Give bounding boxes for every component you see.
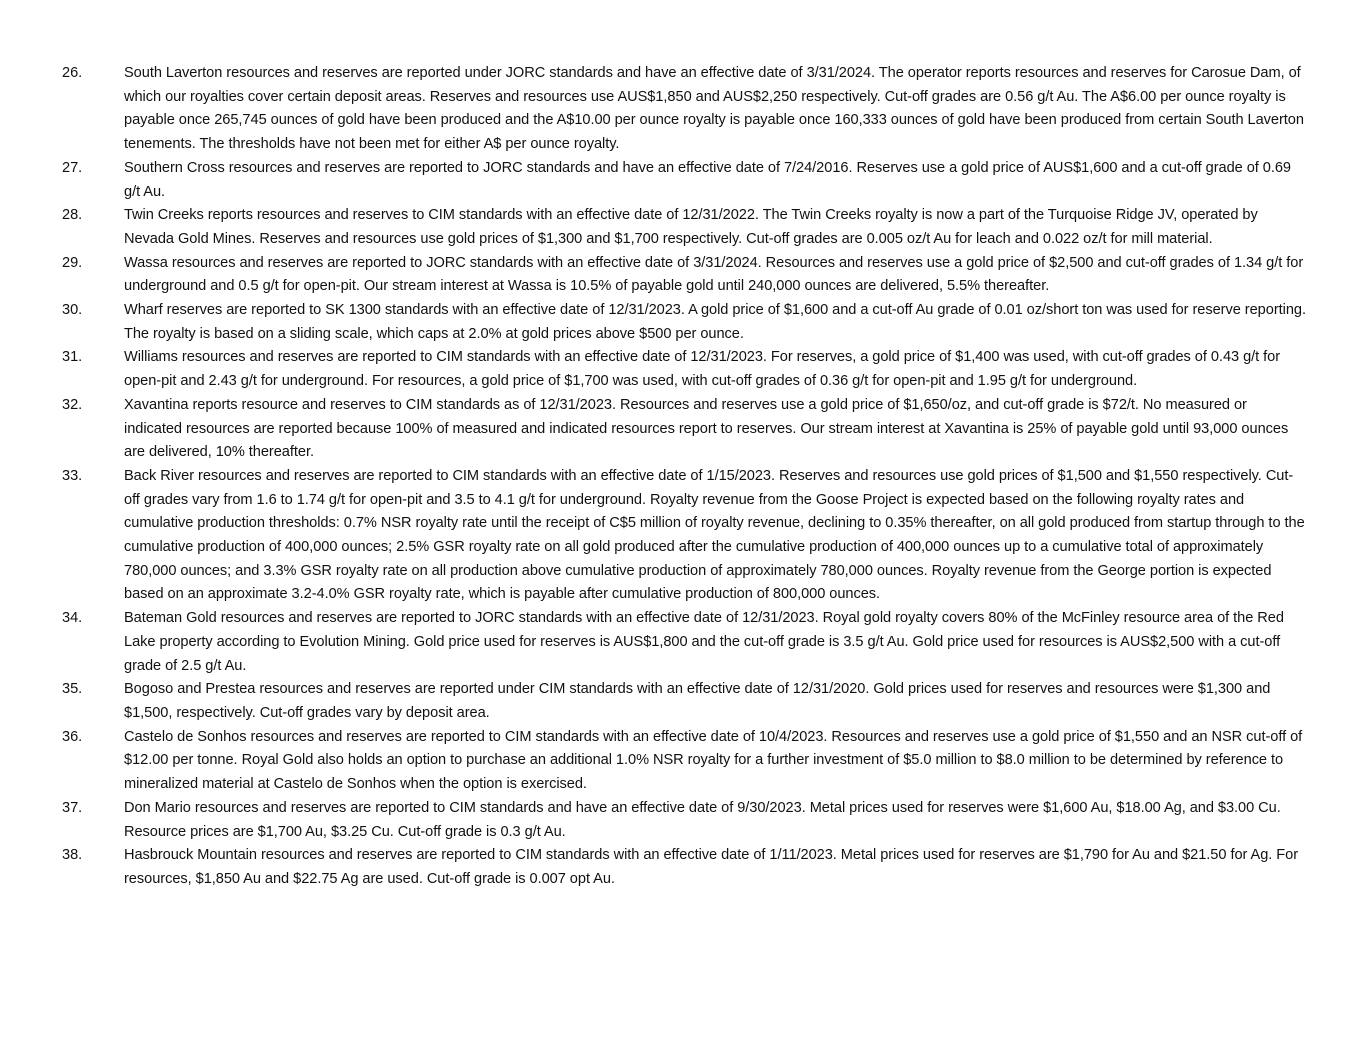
footnote-number: 35. [62, 681, 83, 698]
footnote-text: Xavantina reports resource and reserves to CIM standards as of 12/31/2023. Resources and reserves use a gold price of $1,650/oz, and cut-off grade is $72/t. No measured or indicated resources are reported because 100% of measured and indicated resources report to reserves. Our stream interest at Xavantina is 25% of payable gold until 93,000 ounces are delivered, 10% thereafter. [124, 396, 1289, 461]
footnote-text: Bogoso and Prestea resources and reserves are reported under CIM standards with an effective date of 12/31/2020. Gold prices used for reserves and resources were $1,300 and $1,500, respectively. Cut-off grades vary by deposit area. [124, 681, 1271, 721]
footnote-32 [62, 394, 1307, 465]
footnote-26 [62, 62, 1307, 157]
footnote-34 [62, 607, 1307, 678]
footnote-33 [62, 465, 1307, 607]
footnote-text: South Laverton resources and reserves are reported under JORC standards and have an effective date of 3/31/2024. The operator reports resources and reserves for Carosue Dam, of which our royalties cover certain deposit areas. Reserves and resources use AUS$1,850 and AUS$2,250 respectively. Cut-off grades are 0.56 g/t Au. The A$6.00 per ounce royalty is payable once 265,745 ounces of gold have been produced and the A$10.00 per ounce royalty is payable once 160,333 ounces of gold have been produced from certain South Laverton tenements. The thresholds have not been met for either A$ per ounce royalty. [124, 65, 1304, 153]
footnote-27 [62, 157, 1307, 204]
footnote-38 [62, 844, 1307, 891]
footnote-29 [62, 252, 1307, 299]
footnote-text: Don Mario resources and reserves are reported to CIM standards and have an effective date of 9/30/2023. Metal prices used for reserves were $1,600 Au, $18.00 Ag, and $3.00 Cu. Resource prices are $1,700 Au, $3.25 Cu. Cut-off grade is 0.3 g/t Au. [124, 799, 1281, 840]
footnote-number: 29. [62, 254, 83, 271]
footnote-text: Wharf reserves are reported to SK 1300 standards with an effective date of 12/31/2023. A gold price of $1,600 and a cut-off Au grade of 0.01 oz/short ton was used for reserve reporting. The royalty is based on a sliding scale, which caps at 2.0% at gold prices above $500 per ounce. [124, 302, 1306, 342]
footnote-number: 28. [62, 207, 83, 224]
footnote-31 [62, 346, 1307, 393]
footnote-28 [62, 204, 1307, 251]
footnote-number: 26. [62, 65, 83, 81]
footnote-37 [62, 797, 1307, 844]
footnote-text: Southern Cross resources and reserves are reported to JORC standards and have an effective date of 7/24/2016. Reserves use a gold price of AUS$1,600 and a cut-off grade of 0.69 g/t Au. [124, 159, 1291, 200]
footnote-text: Bateman Gold resources and reserves are reported to JORC standards with an effective date of 12/31/2023. Royal gold royalty covers 80% of the McFinley resource area of the Red Lake property according to Evolution Mining. Gold price used for reserves is AUS$1,800 and the cut-off grade is 3.5 g/t Au. Gold price used for resources is AUS$2,500 with a cut-off grade of 2.5 g/t Au. [124, 610, 1284, 674]
footnote-36 [62, 726, 1307, 797]
footnotes-list [62, 62, 1307, 892]
footnote-number: 38. [62, 847, 83, 864]
footnote-number: 33. [62, 467, 83, 484]
footnote-text: Hasbrouck Mountain resources and reserves are reported to CIM standards with an effective date of 1/11/2023. Metal prices used for reserves are $1,790 for Au and $21.50 for Ag. For resources, $1,850 Au and $22.75 Ag are used. Cut-off grade is 0.007 opt Au. [124, 847, 1299, 887]
footnote-number: 27. [62, 159, 83, 176]
footnote-number: 34. [62, 610, 83, 627]
footnote-text: Wassa resources and reserves are reported to JORC standards with an effective date of 3/31/2024. Resources and reserves use a gold price of $2,500 and cut-off grades of 1.34 g/t for underground and 0.5 g/t for open-pit. Our stream interest at Wassa is 10.5% of payable gold until 240,000 ounces are delivered, 5.5% thereafter. [124, 254, 1304, 295]
footnote-number: 36. [62, 728, 83, 745]
footnote-text: Williams resources and reserves are reported to CIM standards with an effective date of 12/31/2023. For reserves, a gold price of $1,400 was used, with cut-off grades of 0.43 g/t for open-pit and 2.43 g/t for underground. For resources, a gold price of $1,700 was used, with cut-off grades of 0.36 g/t for open-pit and 1.95 g/t for underground. [124, 349, 1281, 390]
footnote-text: Twin Creeks reports resources and reserves to CIM standards with an effective date of 12/31/2022. The Twin Creeks royalty is now a part of the Turquoise Ridge JV, operated by Nevada Gold Mines. Reserves and resources use gold prices of $1,300 and $1,700 respectively. Cut-off grades are 0.005 oz/t Au for leach and 0.022 oz/t for mill material. [124, 207, 1258, 247]
footnote-text: Castelo de Sonhos resources and reserves are reported to CIM standards with an effective date of 10/4/2023. Resources and reserves use a gold price of $1,550 and an NSR cut-off of $12.00 per tonne. Royal Gold also holds an option to purchase an additional 1.0% NSR royalty for a further investment of $5.0 million to $8.0 million to be determined by reference to mineralized material at Castelo de Sonhos when the option is exercised. [124, 728, 1303, 793]
footnote-30 [62, 299, 1307, 346]
footnote-number: 37. [62, 799, 83, 816]
footnote-text: Back River resources and reserves are reported to CIM standards with an effective date of 1/15/2023. Reserves and resources use gold prices of $1,500 and $1,550 respectively. Cut-off grades vary from 1.6 to 1.74 g/t for open-pit and 3.5 to 4.1 g/t for underground. Royalty revenue from the Goose Project is expected based on the following royalty rates and cumulative production thresholds: 0.7% NSR royalty rate until the receipt of C$5 million of royalty revenue, declining to 0.35% thereafter, on all gold produced from startup through to the cumulative production of 400,000 ounces; 2.5% GSR royalty rate on all gold produced after the cumulative production of 400,000 ounces up to a cumulative total of approximately 780,000 ounces; and 3.3% GSR royalty rate on all production above cumulative production of approximately 780,000 ounces. Royalty revenue from the George portion is expected based on an approximate 3.2-4.0% GSR royalty rate, which is payable after cumulative production of 800,000 ounces. [124, 467, 1305, 603]
footnote-35 [62, 678, 1307, 725]
footnote-number: 32. [62, 396, 83, 413]
footnote-number: 30. [62, 302, 83, 319]
footnote-number: 31. [62, 349, 83, 366]
